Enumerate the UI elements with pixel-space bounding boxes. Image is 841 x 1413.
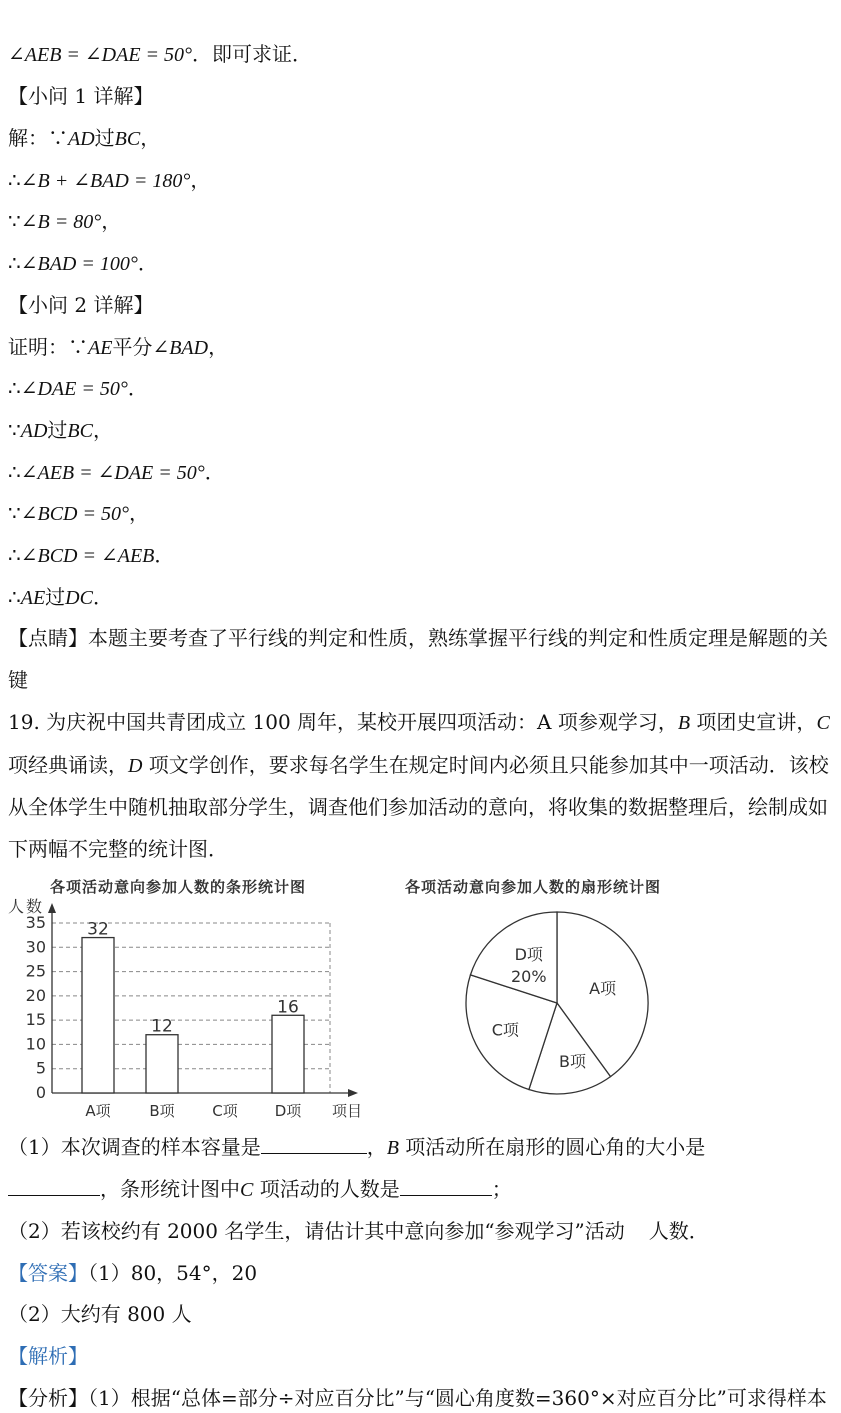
q1-line-3: ∵∠B = 80°， bbox=[8, 209, 122, 233]
bar-data-label: 12 bbox=[151, 1016, 173, 1037]
y-axis-arrow bbox=[48, 903, 56, 913]
x-tick-label: C项 bbox=[212, 1102, 238, 1120]
x-axis-label: 项目 bbox=[332, 1102, 363, 1120]
q2-header: 【小问 2 详解】 bbox=[8, 293, 154, 317]
y-tick-label: 5 bbox=[35, 1058, 46, 1078]
pie-slice-label: B项 bbox=[559, 1051, 587, 1071]
comment-paragraph: 【点睛】本题主要考查了平行线的判定和性质，熟练掌握平行线的判定和性质定理是解题的关键 bbox=[8, 626, 828, 692]
q1-header: 【小问 1 详解】 bbox=[8, 84, 154, 108]
y-tick-label: 0 bbox=[35, 1083, 46, 1102]
q2-line-5: ∵∠BCD = 50°， bbox=[8, 501, 149, 525]
answer-blank-2[interactable] bbox=[8, 1175, 100, 1196]
bar-data-label: 16 bbox=[277, 997, 299, 1018]
q2-line-2: ∴∠DAE = 50°． bbox=[8, 376, 148, 400]
q1-line-1: 解：∵AD过BC， bbox=[8, 126, 161, 150]
x-axis-arrow bbox=[348, 1089, 358, 1097]
pie-slice-percent: 20% bbox=[511, 967, 547, 987]
y-tick-label: 20 bbox=[25, 985, 46, 1005]
q2-line-7: ∴AE过DC． bbox=[8, 585, 113, 609]
bar-chart bbox=[0, 890, 370, 1120]
y-tick-label: 30 bbox=[25, 937, 46, 957]
analysis-label: 【解析】 bbox=[8, 1344, 88, 1368]
q2-line-6: ∴∠BCD = ∠AEB． bbox=[8, 543, 175, 567]
bar-D项 bbox=[272, 1015, 304, 1093]
y-tick-label: 35 bbox=[25, 913, 46, 932]
answer-blank-1[interactable] bbox=[261, 1133, 367, 1154]
pie-chart-title: 各项活动意向参加人数的扇形统计图 bbox=[405, 878, 662, 896]
bar-chart-title: 各项活动意向参加人数的条形统计图 bbox=[50, 878, 307, 896]
intro-math: ∠AEB = ∠DAE = 50° bbox=[8, 44, 193, 66]
q1-line-4: ∴∠BAD = 100°． bbox=[8, 251, 158, 275]
pie-slice-label: C项 bbox=[491, 1020, 519, 1040]
y-tick-label: 25 bbox=[25, 961, 46, 981]
q1-line-2: ∴∠B + ∠BAD = 180°， bbox=[8, 168, 211, 192]
y-tick-label: 15 bbox=[25, 1010, 46, 1030]
answer-line-2: （2）大约有 800 人 bbox=[8, 1302, 192, 1326]
y-axis-label: 数 bbox=[26, 897, 43, 916]
problem-19: 19. 为庆祝中国共青团成立 100 周年，某校开展四项活动：A 项参观学习，B 项团史宣讲，C 项经典诵读，D 项文学创作，要求每名学生在规定时间内必须且只能参加其中一项活动．该校从全体学生中随机抽取部分学生，调查他们参加活动的意向，将收集的数据整理后，绘制成如下两幅不完整的统计图． bbox=[8, 710, 830, 861]
pie-chart bbox=[450, 900, 670, 1100]
question-1-line-1: （1）本次调查的样本容量是 ，B 项活动所在扇形的圆心角的大小是 bbox=[8, 1135, 706, 1159]
answer-line-1: 【答案】（1）80，54°，20 bbox=[8, 1261, 258, 1285]
pie-slice-label: D项 bbox=[514, 945, 543, 965]
bar-B项 bbox=[146, 1035, 178, 1093]
answer-label: 【答案】 bbox=[8, 1261, 88, 1285]
intro-line bbox=[8, 40, 312, 69]
bar-data-label: 32 bbox=[87, 919, 109, 940]
x-tick-label: A项 bbox=[85, 1102, 111, 1120]
y-tick-label: 10 bbox=[25, 1034, 46, 1054]
intro-text: ．即可求证． bbox=[192, 42, 313, 66]
answer-blank-3[interactable] bbox=[400, 1175, 492, 1196]
y-axis-label: 人 bbox=[8, 897, 25, 916]
analysis-text: 【分析】（1）根据“总体=部分÷对应百分比”与“圆心角度数=360°×对应百分比”可求得样本 bbox=[8, 1386, 827, 1410]
question-2: （2）若该校约有 2000 名学生，请估计其中意向参加“参观学习”活动 人数． bbox=[8, 1219, 709, 1243]
q2-line-3: ∵AD过BC， bbox=[8, 418, 113, 442]
bar-A项 bbox=[82, 938, 114, 1093]
pie-slice-label: A项 bbox=[589, 979, 617, 999]
x-tick-label: D项 bbox=[274, 1102, 302, 1120]
question-1-line-2: ，条形统计图中C 项活动的人数是 ； bbox=[8, 1175, 512, 1204]
q2-line-1: 证明：∵AE平分∠BAD， bbox=[8, 335, 229, 359]
x-tick-label: B项 bbox=[149, 1102, 175, 1120]
q2-line-4: ∴∠AEB = ∠DAE = 50°． bbox=[8, 460, 225, 484]
